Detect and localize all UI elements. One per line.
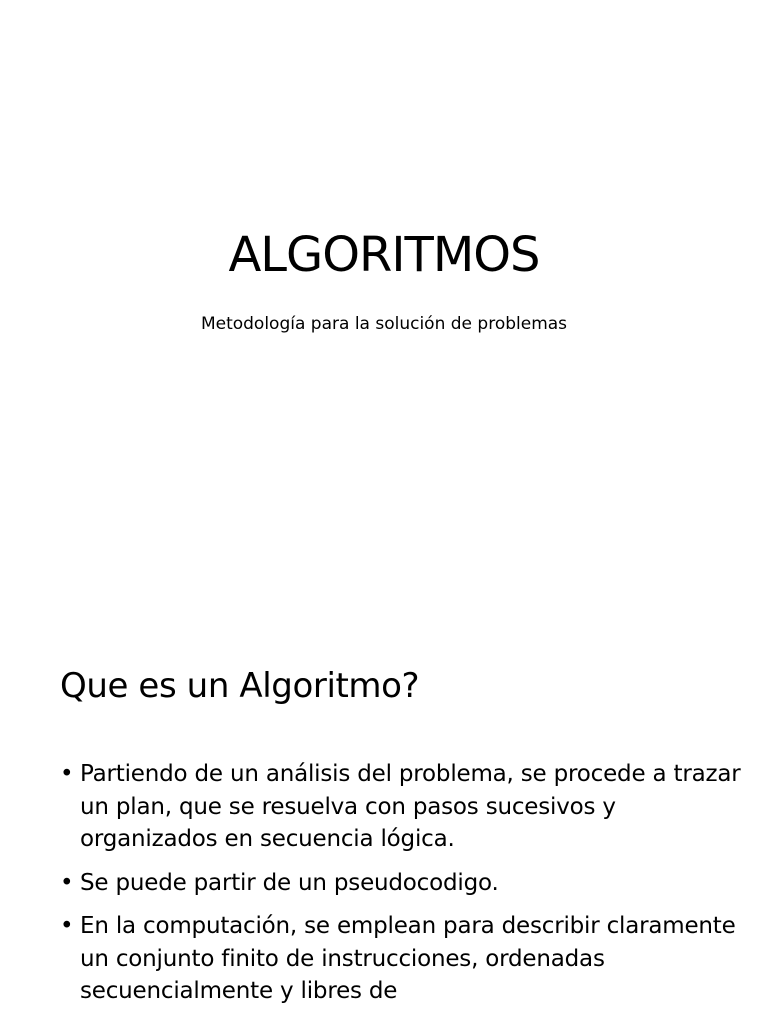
bullet-item: [60, 910, 750, 1008]
bullet-item: [60, 867, 750, 900]
bullet-list: [60, 758, 750, 1019]
bullet-icon: •: [60, 869, 74, 896]
bullet-text: Partiendo de un análisis del problema, se procede a trazar un plan, que se resuelva con pasos sucesivos y organizados en secuencia lógica.: [80, 761, 741, 852]
bullet-text: En la computación, se emplean para describir claramente un conjunto finito de instrucciones, ordenadas secuencialmente y libres de: [80, 913, 736, 1004]
bullet-icon: •: [60, 913, 74, 939]
bullet-icon: •: [60, 761, 74, 787]
slide-title: ALGORITMOS: [228, 227, 540, 283]
bullet-item: [60, 758, 750, 856]
content-slide: [0, 614, 768, 1024]
bullet-text: Se puede partir de un pseudocodigo.: [80, 869, 499, 896]
slide-subtitle: Metodología para la solución de problemas: [200, 314, 568, 334]
slide-heading: Que es un Algoritmo?: [60, 666, 420, 706]
